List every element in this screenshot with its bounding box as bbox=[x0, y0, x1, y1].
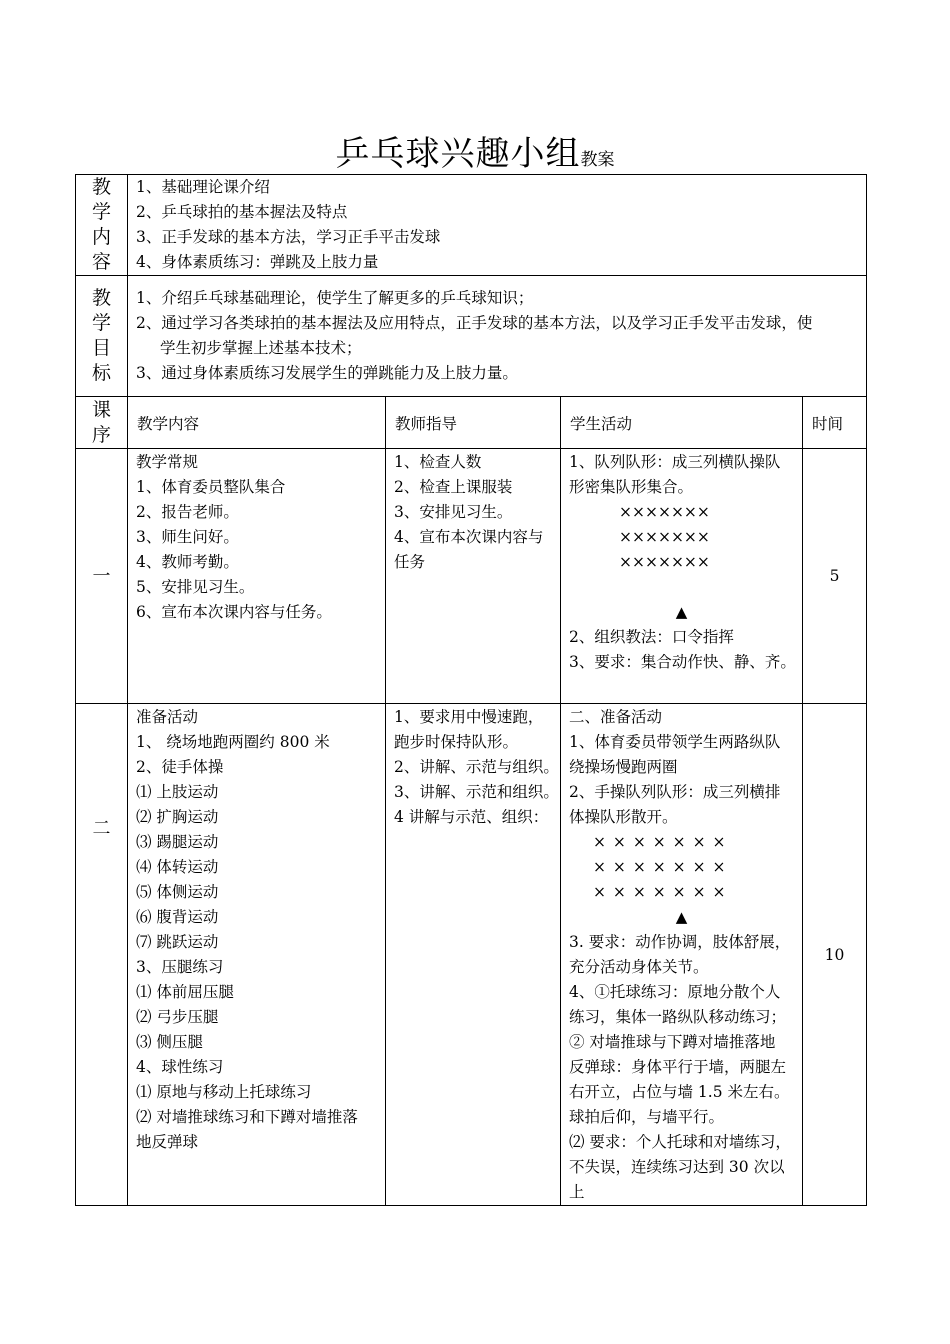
list-item: 球拍后仰，与墙平行。 bbox=[569, 1108, 725, 1126]
list-item: 2、报告老师。 bbox=[136, 503, 239, 521]
list-item: 2、手操队列队形：成三列横排 bbox=[569, 783, 781, 801]
content-item: 3、正手发球的基本方法，学习正手平击发球 bbox=[136, 228, 441, 246]
list-item: 不失误，连续练习达到 30 次以 bbox=[569, 1158, 785, 1176]
header-seq bbox=[76, 397, 128, 449]
title-main: 乒乓球兴趣小组 bbox=[335, 134, 581, 174]
list-item: 4、宣布本次课内容与 bbox=[394, 528, 544, 546]
lesson-plan-table bbox=[75, 174, 867, 1206]
row-time: 10 bbox=[803, 704, 867, 1206]
list-item: 反弹球：身体平行于墙，两腿左 bbox=[569, 1058, 787, 1076]
header-student: 学生活动 bbox=[561, 397, 803, 449]
list-item: 4、球性练习 bbox=[136, 1058, 224, 1076]
goals-section-row bbox=[76, 276, 867, 397]
list-item: ⑴ 体前屈压腿 bbox=[136, 983, 234, 1001]
list-item: 充分活动身体关节。 bbox=[569, 958, 709, 976]
seq-label-chars: 课 序 bbox=[91, 398, 111, 446]
header-time: 时间 bbox=[803, 397, 867, 449]
list-item: 5、安排见习生。 bbox=[136, 578, 255, 596]
list-item: 1、体育委员整队集合 bbox=[136, 478, 286, 496]
list-item: ⑷ 体转运动 bbox=[136, 858, 219, 876]
goals-label-chars: 教 学 目 标 bbox=[91, 287, 111, 384]
list-item: 体操队形散开。 bbox=[569, 808, 678, 826]
row-content bbox=[128, 704, 386, 1206]
list-item: 4、教师考勤。 bbox=[136, 553, 239, 571]
teacher-marker-icon: ▲ bbox=[675, 908, 688, 926]
list-item: 二、准备活动 bbox=[569, 708, 663, 726]
row-teacher bbox=[386, 704, 561, 1206]
list-item: 教学常规 bbox=[136, 453, 199, 471]
row-content bbox=[128, 449, 386, 704]
list-item: ⑹ 腹背运动 bbox=[136, 908, 219, 926]
list-item: 绕操场慢跑两圈 bbox=[569, 758, 678, 776]
list-item: ⑴ 原地与移动上托球练习 bbox=[136, 1083, 312, 1101]
list-item: 1、队列队形：成三列横队操队 bbox=[569, 453, 781, 471]
list-item: ⑵ 扩胸运动 bbox=[136, 808, 219, 826]
list-item: 2、组织教法：口令指挥 bbox=[569, 628, 734, 646]
list-item: 准备活动 bbox=[136, 708, 199, 726]
content-label-chars: 教 学 内 容 bbox=[91, 176, 111, 273]
formation-row: × × × × × × × bbox=[593, 883, 727, 901]
document-title bbox=[0, 126, 950, 175]
list-item: ⑶ 侧压腿 bbox=[136, 1033, 203, 1051]
goals-section-label bbox=[76, 276, 128, 397]
title-suffix: 教案 bbox=[580, 150, 615, 170]
row-seq: 一 bbox=[76, 449, 128, 704]
table-row bbox=[76, 449, 867, 704]
list-item: 3、压腿练习 bbox=[136, 958, 224, 976]
row-student bbox=[561, 449, 803, 704]
list-item: ⑵ 弓步压腿 bbox=[136, 1008, 219, 1026]
list-item: 2、徒手体操 bbox=[136, 758, 224, 776]
list-item: ⑺ 跳跃运动 bbox=[136, 933, 219, 951]
list-item: ② 对墙推球与下蹲对墙推落地 bbox=[569, 1033, 776, 1051]
row-student bbox=[561, 704, 803, 1206]
goal-item: 1、介绍乒乓球基础理论，使学生了解更多的乒乓球知识； bbox=[136, 289, 534, 307]
header-content: 教学内容 bbox=[128, 397, 386, 449]
list-item: 任务 bbox=[394, 553, 426, 571]
content-item: 2、乒乓球拍的基本握法及特点 bbox=[136, 203, 348, 221]
goal-item: 3、通过身体素质练习发展学生的弹跳能力及上肢力量。 bbox=[136, 364, 518, 382]
list-item: 2、讲解、示范与组织。 bbox=[394, 758, 559, 776]
formation-row: ××××××× bbox=[619, 528, 710, 546]
row-seq: 二 bbox=[76, 704, 128, 1206]
list-item: 3. 要求：动作协调，肢体舒展， bbox=[569, 933, 791, 951]
list-item: 地反弹球 bbox=[136, 1133, 199, 1151]
formation-row: ××××××× bbox=[619, 503, 710, 521]
formation-row: ××××××× bbox=[619, 553, 710, 571]
header-teacher: 教师指导 bbox=[386, 397, 561, 449]
list-item: 上 bbox=[569, 1183, 585, 1201]
row-time: 5 bbox=[803, 449, 867, 704]
content-section-label bbox=[76, 175, 128, 276]
formation-row: × × × × × × × bbox=[593, 858, 727, 876]
list-item: 3、要求：集合动作快、静、齐。 bbox=[569, 653, 796, 671]
list-item: ⑴ 上肢运动 bbox=[136, 783, 219, 801]
list-item: 1、 绕场地跑两圈约 800 米 bbox=[136, 733, 330, 751]
list-item: 1、要求用中慢速跑， bbox=[394, 708, 544, 726]
list-item: 练习，集体一路纵队移动练习； bbox=[569, 1008, 787, 1026]
list-item: ⑵ 对墙推球练习和下蹲对墙推落 bbox=[136, 1108, 358, 1126]
formation-row: × × × × × × × bbox=[593, 833, 727, 851]
list-item: ⑵ 要求：个人托球和对墙练习， bbox=[569, 1133, 791, 1151]
list-item: 右开立，占位与墙 1.5 米左右。 bbox=[569, 1083, 790, 1101]
goal-item: 学生初步掌握上述基本技术； bbox=[160, 339, 362, 357]
list-item: 6、宣布本次课内容与任务。 bbox=[136, 603, 332, 621]
list-item: ⑸ 体侧运动 bbox=[136, 883, 219, 901]
list-item: 1、体育委员带领学生两路纵队 bbox=[569, 733, 781, 751]
content-item: 4、身体素质练习：弹跳及上肢力量 bbox=[136, 253, 379, 271]
list-item: 3、师生问好。 bbox=[136, 528, 239, 546]
list-item: 4、①托球练习：原地分散个人 bbox=[569, 983, 781, 1001]
content-section-row bbox=[76, 175, 867, 276]
goal-item: 2、通过学习各类球拍的基本握法及应用特点，正手发球的基本方法，以及学习正手发平击发球，使 bbox=[136, 314, 813, 332]
list-item: 形密集队形集合。 bbox=[569, 478, 694, 496]
content-section-items bbox=[128, 175, 867, 276]
goals-section-items bbox=[128, 276, 867, 397]
table-row bbox=[76, 704, 867, 1206]
list-item: 跑步时保持队形。 bbox=[394, 733, 519, 751]
list-item: 3、安排见习生。 bbox=[394, 503, 513, 521]
row-teacher bbox=[386, 449, 561, 704]
list-item: 4 讲解与示范、组织： bbox=[394, 808, 549, 826]
content-item: 1、基础理论课介绍 bbox=[136, 178, 270, 196]
list-item: 3、讲解、示范和组织。 bbox=[394, 783, 559, 801]
table-header-row bbox=[76, 397, 867, 449]
teacher-marker-icon: ▲ bbox=[675, 603, 688, 621]
list-item: 2、检查上课服装 bbox=[394, 478, 513, 496]
list-item: 1、检查人数 bbox=[394, 453, 482, 471]
list-item: ⑶ 踢腿运动 bbox=[136, 833, 219, 851]
